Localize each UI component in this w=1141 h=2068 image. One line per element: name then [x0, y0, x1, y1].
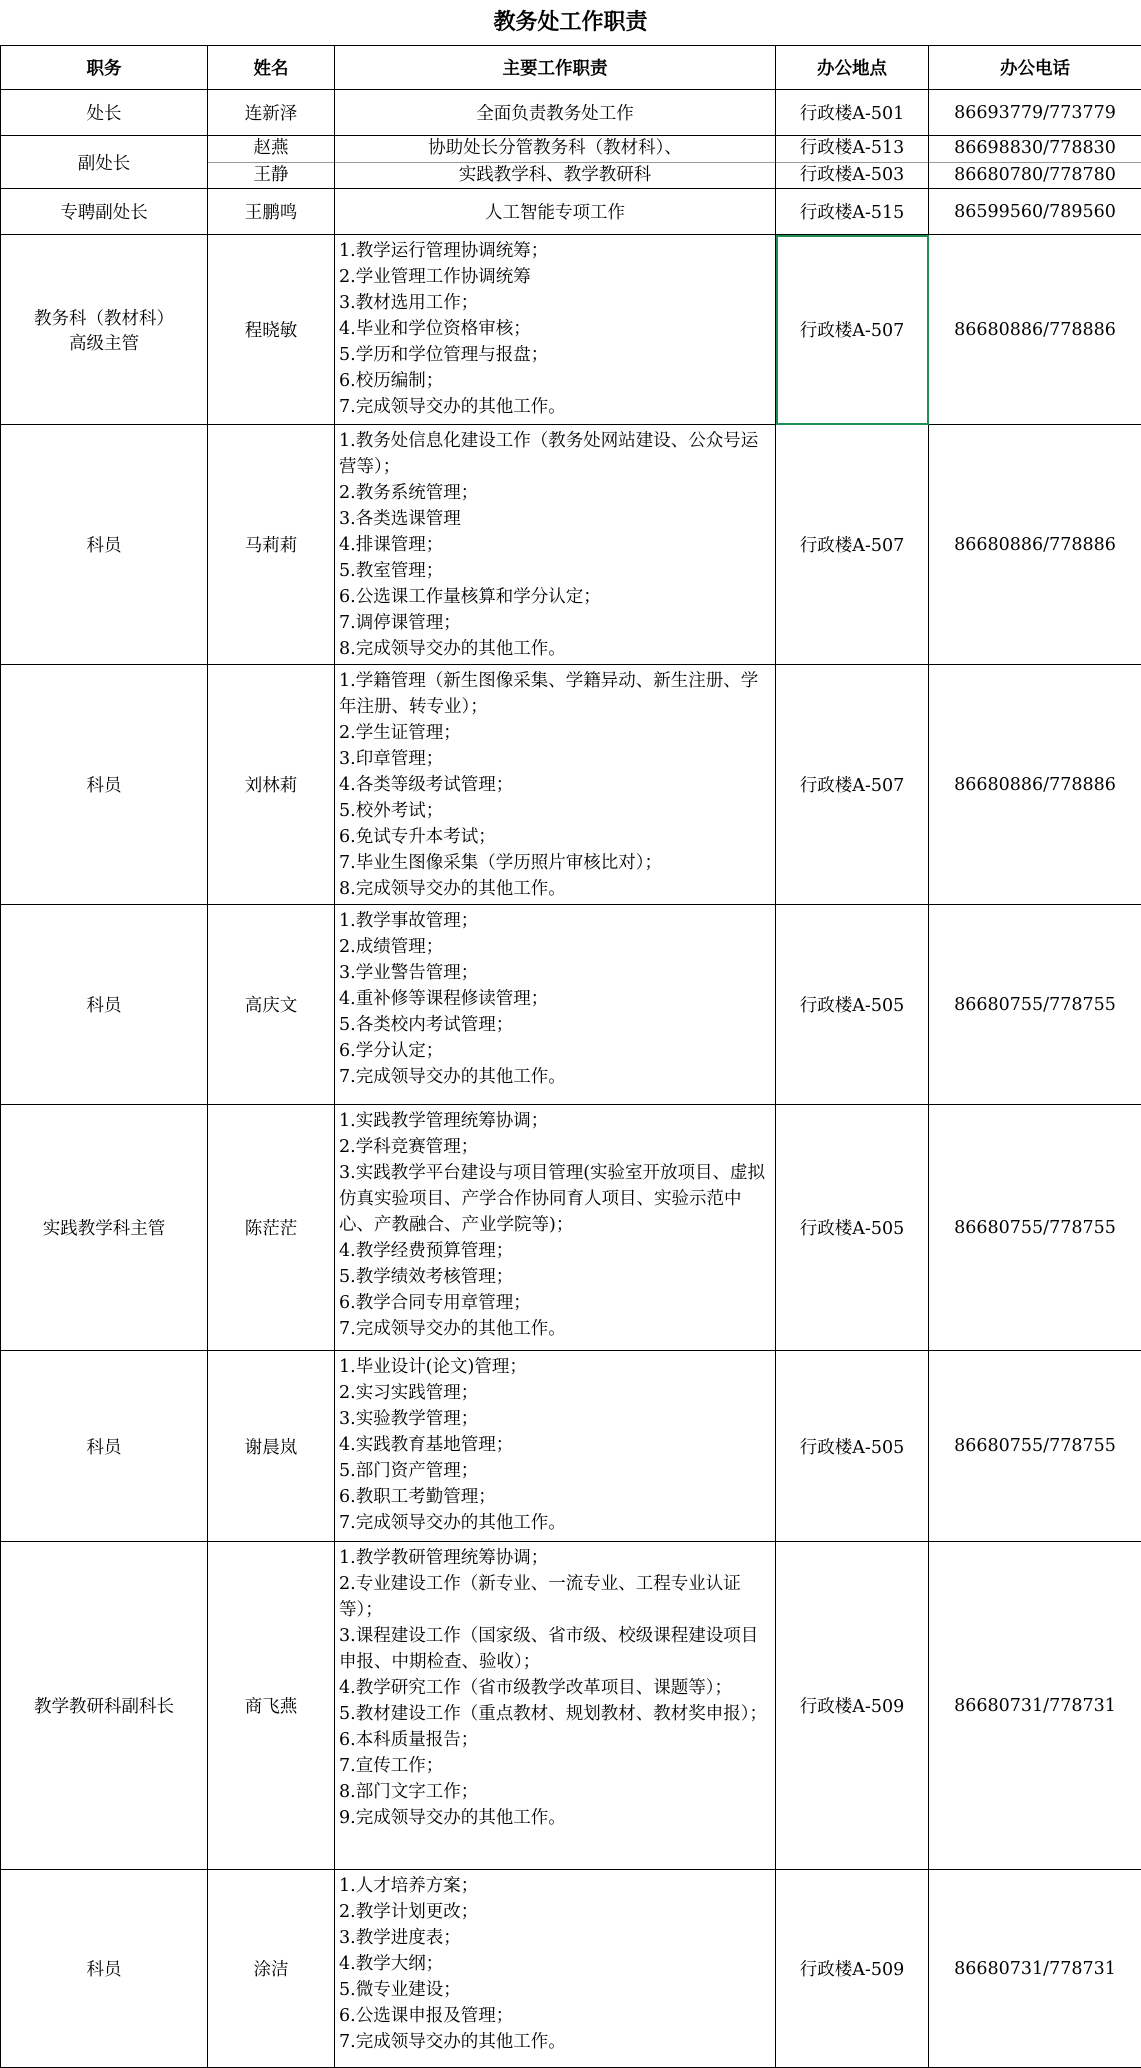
duty-line: 3.各类选课管理: [339, 506, 773, 532]
table-row: [1, 425, 1141, 665]
name-cell[interactable]: 连新泽: [208, 90, 335, 136]
duty-line: 7.完成领导交办的其他工作。: [339, 1510, 773, 1536]
duty-line: 3.学业警告管理；: [339, 960, 773, 986]
table-row: [1, 90, 1141, 136]
duty-cell[interactable]: [335, 905, 776, 1105]
phone-cell[interactable]: 86693779/773779: [929, 90, 1141, 136]
duty-line: 6.本科质量报告；: [339, 1727, 773, 1753]
position-cell[interactable]: 处长: [1, 90, 208, 136]
position-cell[interactable]: 教学教研科副科长: [1, 1542, 208, 1870]
duty-line: 1.毕业设计(论文)管理；: [339, 1354, 773, 1380]
phone-line: 86680780/778780: [929, 163, 1141, 189]
office-cell[interactable]: 行政楼A-505: [776, 905, 929, 1105]
table-row: [1, 1351, 1141, 1542]
duty-line: 1.教学事故管理；: [339, 908, 773, 934]
duty-line: 6.教学合同专用章管理；: [339, 1290, 773, 1316]
header-position[interactable]: 职务: [1, 46, 208, 90]
duty-line: 7.完成领导交办的其他工作。: [339, 2029, 773, 2055]
duty-line: 1.学籍管理（新生图像采集、学籍异动、新生注册、学年注册、转专业）；: [339, 668, 773, 720]
duty-line: 1.人才培养方案；: [339, 1873, 773, 1899]
phone-cell[interactable]: 86680755/778755: [929, 1105, 1141, 1351]
office-cell-selected[interactable]: 行政楼A-507: [776, 235, 929, 425]
office-cell[interactable]: 行政楼A-515: [776, 189, 929, 235]
name-cell[interactable]: 王鹏鸣: [208, 189, 335, 235]
duty-line: 3.实践教学平台建设与项目管理(实验室开放项目、虚拟仿真实验项目、产学合作协同育人项目、实验示范中心、产教融合、产业学院等)；: [339, 1160, 773, 1238]
table-row: [1, 235, 1141, 425]
position-line: 教务科（教材科）: [5, 305, 203, 330]
phone-cell[interactable]: 86680755/778755: [929, 905, 1141, 1105]
duty-line: 4.毕业和学位资格审核；: [339, 316, 773, 342]
duty-line: 4.教学大纲；: [339, 1951, 773, 1977]
header-phone[interactable]: 办公电话: [929, 46, 1141, 90]
office-line: 行政楼A-513: [776, 136, 928, 163]
duty-cell[interactable]: [335, 1351, 776, 1542]
position-cell[interactable]: 科员: [1, 1870, 208, 2068]
position-cell[interactable]: 实践教学科主管: [1, 1105, 208, 1351]
duty-line: 6.公选课工作量核算和学分认定；: [339, 584, 773, 610]
duty-cell[interactable]: [335, 136, 776, 189]
duty-line: 5.教材建设工作（重点教材、规划教材、教材奖申报）；: [339, 1701, 773, 1727]
name-line: 王静: [208, 163, 334, 189]
duty-cell[interactable]: [335, 235, 776, 425]
duty-line: 2.学业管理工作协调统筹: [339, 264, 773, 290]
duty-line: 5.校外考试；: [339, 798, 773, 824]
duty-line: 3.印章管理；: [339, 746, 773, 772]
header-office[interactable]: 办公地点: [776, 46, 929, 90]
duty-line: 5.教室管理；: [339, 558, 773, 584]
duty-line: 8.完成领导交办的其他工作。: [339, 636, 773, 662]
position-cell[interactable]: 科员: [1, 425, 208, 665]
duty-line: 4.重补修等课程修读管理；: [339, 986, 773, 1012]
duty-line: 7.完成领导交办的其他工作。: [339, 1064, 773, 1090]
duty-cell[interactable]: [335, 425, 776, 665]
phone-cell[interactable]: 86599560/789560: [929, 189, 1141, 235]
duty-line: 3.课程建设工作（国家级、省市级、校级课程建设项目申报、中期检查、验收）；: [339, 1623, 773, 1675]
duty-line: 协助处长分管教务科（教材科）、: [335, 136, 775, 163]
table-row: [1, 1105, 1141, 1351]
phone-line: 86698830/778830: [929, 136, 1141, 163]
duty-line: 3.教学进度表；: [339, 1925, 773, 1951]
duty-line: 2.学科竞赛管理；: [339, 1134, 773, 1160]
duty-line: 7.毕业生图像采集（学历照片审核比对）；: [339, 850, 773, 876]
duty-line: 4.教学研究工作（省市级教学改革项目、课题等）；: [339, 1675, 773, 1701]
position-cell[interactable]: 专聘副处长: [1, 189, 208, 235]
duty-line: 6.公选课申报及管理；: [339, 2003, 773, 2029]
duty-line: 4.各类等级考试管理；: [339, 772, 773, 798]
phone-cell[interactable]: 86680755/778755: [929, 1351, 1141, 1542]
duty-cell[interactable]: [335, 665, 776, 905]
duty-line: 7.宣传工作；: [339, 1753, 773, 1779]
name-cell[interactable]: 程晓敏: [208, 235, 335, 425]
duty-line: 4.排课管理；: [339, 532, 773, 558]
office-cell[interactable]: 行政楼A-505: [776, 1105, 929, 1351]
duty-line: 5.微专业建设；: [339, 1977, 773, 2003]
duty-line: 4.实践教育基地管理；: [339, 1432, 773, 1458]
position-cell[interactable]: 科员: [1, 1351, 208, 1542]
phone-cell[interactable]: 86680731/778731: [929, 1542, 1141, 1870]
table-row: [1, 905, 1141, 1105]
duty-line: 5.各类校内考试管理；: [339, 1012, 773, 1038]
duty-cell[interactable]: [335, 1542, 776, 1870]
duty-line: 1.教学教研管理统筹协调；: [339, 1545, 773, 1571]
duty-line: 2.学生证管理；: [339, 720, 773, 746]
header-name[interactable]: 姓名: [208, 46, 335, 90]
duty-line: 9.完成领导交办的其他工作。: [339, 1805, 773, 1831]
phone-cell[interactable]: 86680886/778886: [929, 235, 1141, 425]
name-line: 赵燕: [208, 136, 334, 163]
name-cell[interactable]: 涂洁: [208, 1870, 335, 2068]
duty-line: 实践教学科、教学教研科: [335, 163, 775, 189]
duty-line: 1.教学运行管理协调统筹；: [339, 238, 773, 264]
duty-cell[interactable]: [335, 1105, 776, 1351]
phone-cell[interactable]: [929, 136, 1141, 189]
position-line: 高级主管: [5, 330, 203, 355]
duty-line: 5.部门资产管理；: [339, 1458, 773, 1484]
duty-line: 2.教学计划更改；: [339, 1899, 773, 1925]
table-row: [1, 665, 1141, 905]
table-row: [1, 189, 1141, 235]
office-cell[interactable]: [776, 136, 929, 189]
position-cell[interactable]: [1, 235, 208, 425]
office-line: 行政楼A-503: [776, 163, 928, 189]
duty-line: 3.教材选用工作；: [339, 290, 773, 316]
office-cell[interactable]: 行政楼A-501: [776, 90, 929, 136]
duty-line: 2.成绩管理；: [339, 934, 773, 960]
name-cell[interactable]: 陈茫茫: [208, 1105, 335, 1351]
table-header-row: [1, 46, 1141, 90]
duty-line: 1.教务处信息化建设工作（教务处网站建设、公众号运营等）；: [339, 428, 773, 480]
header-duties[interactable]: 主要工作职责: [335, 46, 776, 90]
phone-cell[interactable]: 86680886/778886: [929, 665, 1141, 905]
duty-line: 2.教务系统管理；: [339, 480, 773, 506]
duty-cell[interactable]: 全面负责教务处工作: [335, 90, 776, 136]
table-row: [1, 1870, 1141, 2068]
duty-line: 2.实习实践管理；: [339, 1380, 773, 1406]
duty-line: 5.学历和学位管理与报盘；: [339, 342, 773, 368]
duty-line: 8.部门文字工作；: [339, 1779, 773, 1805]
name-cell[interactable]: 高庆文: [208, 905, 335, 1105]
position-cell[interactable]: 副处长: [1, 136, 208, 189]
duty-line: 6.学分认定；: [339, 1038, 773, 1064]
duty-line: 8.完成领导交办的其他工作。: [339, 876, 773, 902]
office-cell[interactable]: 行政楼A-505: [776, 1351, 929, 1542]
office-cell[interactable]: 行政楼A-507: [776, 665, 929, 905]
duty-line: 3.实验教学管理；: [339, 1406, 773, 1432]
position-cell[interactable]: 科员: [1, 665, 208, 905]
name-cell[interactable]: 马莉莉: [208, 425, 335, 665]
duty-line: 1.实践教学管理统筹协调；: [339, 1108, 773, 1134]
table-row: [1, 136, 1141, 189]
duty-line: 7.完成领导交办的其他工作。: [339, 394, 773, 420]
office-cell[interactable]: 行政楼A-509: [776, 1870, 929, 2068]
name-cell[interactable]: 刘林莉: [208, 665, 335, 905]
duty-line: 6.免试专升本考试；: [339, 824, 773, 850]
duty-line: 5.教学绩效考核管理；: [339, 1264, 773, 1290]
duty-cell[interactable]: 人工智能专项工作: [335, 189, 776, 235]
name-cell[interactable]: 商飞燕: [208, 1542, 335, 1870]
duty-line: 6.校历编制；: [339, 368, 773, 394]
name-cell[interactable]: [208, 136, 335, 189]
office-cell[interactable]: 行政楼A-507: [776, 425, 929, 665]
duty-line: 7.调停课管理；: [339, 610, 773, 636]
duty-line: 7.完成领导交办的其他工作。: [339, 1316, 773, 1342]
position-cell[interactable]: 科员: [1, 905, 208, 1105]
name-cell[interactable]: 谢晨岚: [208, 1351, 335, 1542]
duty-line: 6.教职工考勤管理；: [339, 1484, 773, 1510]
office-cell[interactable]: 行政楼A-509: [776, 1542, 929, 1870]
duty-cell[interactable]: [335, 1870, 776, 2068]
duty-line: 2.专业建设工作（新专业、一流专业、工程专业认证等）；: [339, 1571, 773, 1623]
table-row: [1, 1542, 1141, 1870]
page-title: 教务处工作职责: [0, 0, 1141, 45]
duties-table: [0, 45, 1141, 2068]
duty-line: 4.教学经费预算管理；: [339, 1238, 773, 1264]
phone-cell[interactable]: 86680886/778886: [929, 425, 1141, 665]
phone-cell[interactable]: 86680731/778731: [929, 1870, 1141, 2068]
